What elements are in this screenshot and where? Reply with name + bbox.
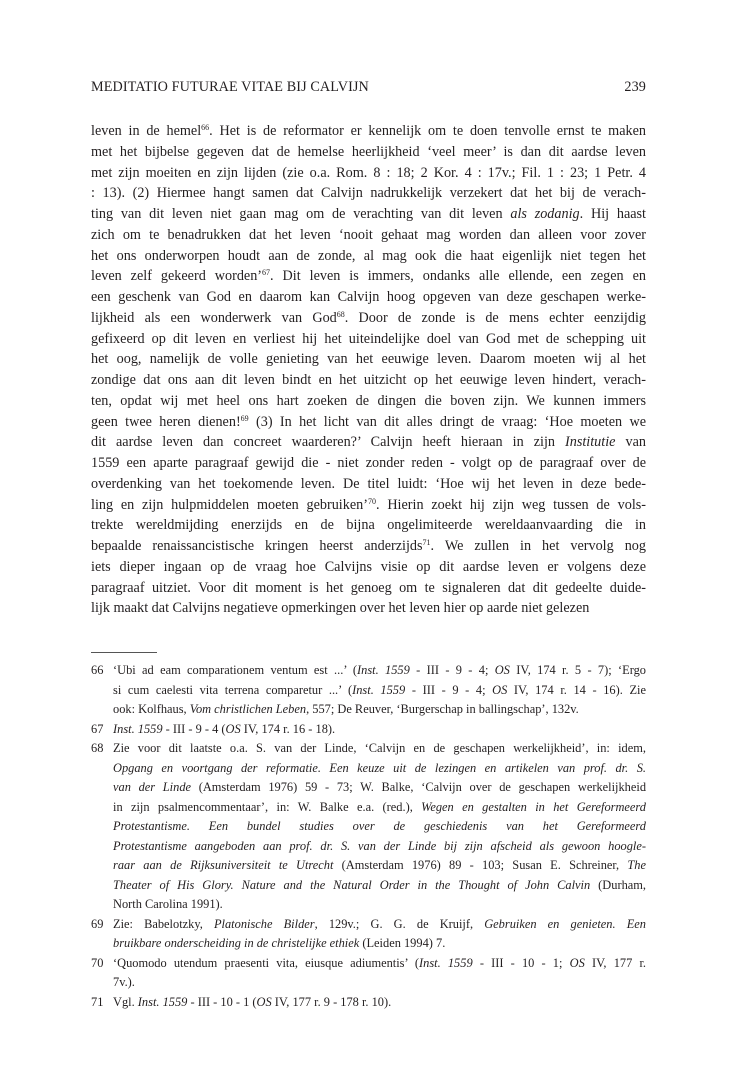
text-run: . Het is de reformator er kennelijk om te doen tenvolle ernst te maken	[209, 123, 646, 139]
running-header	[91, 79, 646, 99]
text-run: (Leiden 1994) 7.	[359, 936, 446, 950]
text-run: ling en zijn hulpmiddelen moeten gebruiken’	[91, 496, 368, 513]
text-run: lijkheid als een wonderwerk van God	[91, 309, 337, 326]
text-run: zich om te benadrukken dat het leven ‘nooit gehaat mag worden dan alleen voor zover	[91, 226, 646, 243]
body-line	[91, 412, 646, 433]
footnote-line	[113, 817, 646, 837]
body-line	[91, 349, 646, 370]
footnote-line	[113, 895, 646, 915]
italic-run: raar aan de Rijksuniversiteit te Utrecht	[113, 858, 334, 872]
body-line	[91, 246, 646, 267]
text-run: het oog, namelijk de volle genieting van het eeuwige leven. Daarom moeten wij al het	[91, 351, 646, 368]
text-run: - III - 10 - 1 (	[187, 994, 257, 1009]
body-line	[91, 329, 646, 350]
text-run: trekte wereldmijding enerzijds en de bijna ongelimiteerde wereldaanvaarding die in	[91, 517, 646, 534]
text-run: overdenking van het toekomende leven. De titel luidt: ‘Hoe wij het leven in deze bede-	[91, 475, 646, 492]
body-line	[91, 598, 646, 619]
body-line	[91, 225, 646, 246]
footnote-line	[113, 837, 646, 857]
italic-run: OS	[569, 955, 585, 970]
footnote-ref: 68	[336, 309, 345, 319]
italic-run: OS	[225, 721, 241, 736]
text-run: bepaalde renaissancistische kringen heerst anderzijds	[91, 538, 423, 554]
footnote-line	[113, 759, 646, 779]
text-run: ‘Quomodo utendum praesenti vita, eiusque adiumentis’ (	[113, 955, 420, 970]
text-run: IV, 177 r. 9 - 178 r. 10).	[271, 994, 392, 1009]
text-run: ten, opdat wij met heel ons hart zoeken de dingen die boven zijn. We kunnen immers	[91, 392, 646, 409]
italic-run: als zodanig	[510, 206, 580, 222]
body-line	[91, 391, 646, 412]
body-line	[91, 578, 646, 599]
footnote-number: 67	[91, 721, 104, 736]
text-run: . Door de zonde is de mens echter eenzijdig	[344, 309, 647, 326]
italic-run: Wegen en gestalten in het Gereformeerd	[421, 799, 646, 814]
footnote-line	[113, 720, 646, 740]
text-run: - III - 9 - 4 (	[162, 721, 226, 736]
italic-run: Inst. 1559	[352, 682, 406, 697]
italic-run: Protestantisme aangeboden aan prof. dr. S. van der Linde bij zijn afscheid als gewoon hoogle-	[113, 838, 646, 853]
text-run: zondige dat ons aan dit leven bindt en het uitzicht op het eeuwige leven hindert, verach-	[91, 372, 646, 388]
text-run: dit aardse leven dan concreet waarderen?’ Calvijn heeft hieraan in zijn	[91, 434, 566, 451]
text-run: gefixeerd op dit leven en verliest hij het uiteindelijke doel van God met de schepping uit	[91, 330, 646, 347]
text-run: met het bijbelse gegeven dat de hemelse heerlijkheid ‘veel meer’ is dan dit aardse leven	[91, 143, 646, 160]
body-line	[91, 121, 646, 142]
footnote-line	[113, 798, 646, 818]
footnote	[91, 915, 646, 954]
text-run: paragraaf uitziet. Voor dit moment is het genoeg om te signaleren dat dit gedeelte duide-	[91, 579, 646, 596]
body-line	[91, 453, 646, 474]
text-run: - III - 9 - 4;	[405, 682, 493, 697]
body-line	[91, 308, 646, 329]
footnote-number: 70	[91, 955, 104, 970]
footnotes	[91, 661, 646, 1012]
footnote-ref: 66	[201, 123, 210, 132]
footnote-line	[113, 681, 646, 701]
footnote-ref: 69	[240, 413, 249, 423]
text-run: . Hierin zoekt hij zijn weg tussen de vols-	[375, 496, 647, 513]
footnote-line	[113, 915, 646, 935]
text-run: Zie voor dit laatste o.a. S. van der Linde, ‘Calvijn en de geschapen werkelijkheid’, in: idem,	[113, 741, 646, 755]
italic-run: Inst. 1559	[419, 955, 473, 970]
text-run: (Durham,	[590, 877, 646, 892]
italic-run: Platonische Bilder	[213, 916, 315, 931]
italic-run: Inst. 1559	[357, 663, 410, 677]
italic-run: Institutie	[565, 434, 616, 451]
italic-run: OS	[494, 663, 510, 677]
body-line	[91, 495, 646, 516]
footnote	[91, 720, 646, 740]
italic-run: Opgang en voortgang der reformatie. Een keuze uit de lezingen en artikelen van prof. dr. S.	[113, 760, 646, 775]
footnote-ref: 70	[367, 496, 376, 506]
footnote-line	[113, 876, 646, 896]
footnote-ref: 71	[422, 538, 431, 547]
text-run: IV, 174 r. 14 - 16). Zie	[507, 682, 646, 697]
body-line	[91, 163, 646, 184]
text-run: leven in de hemel	[91, 123, 202, 139]
page-number: 239	[624, 79, 646, 95]
body-line	[91, 557, 646, 578]
footnote-line	[113, 661, 646, 681]
body-line	[91, 287, 646, 308]
text-run: geen twee heren dienen!	[91, 413, 241, 430]
text-run: IV, 174 r. 16 - 18).	[240, 721, 336, 736]
text-run: - III - 9 - 4;	[409, 663, 495, 677]
footnote-number: 69	[91, 916, 104, 931]
body-line	[91, 142, 646, 163]
text-run: . Dit leven is immers, ondanks alle ellende, een zegen en	[270, 268, 646, 285]
footnote-line	[113, 993, 646, 1013]
italic-run: The	[627, 858, 646, 872]
text-run: (Amsterdam 1976) 59 - 73; W. Balke, ‘Calvijn over de geschapen werkelijkheid	[191, 780, 647, 794]
text-run: iets dieper ingaan op de vraag hoe Calvijns visie op dit aardse leven er volgens deze	[91, 558, 646, 575]
text-run: (Amsterdam 1976) 89 - 103; Susan E. Schreiner,	[333, 858, 628, 872]
text-run: , 129v.; G. G. de Kruijf,	[314, 916, 485, 931]
text-run: North Carolina 1991).	[113, 897, 223, 911]
text-run: ook: Kolfhaus,	[113, 702, 190, 716]
text-run: , 557; De Reuver, ‘Burgerschap in ballingschap’, 132v.	[306, 702, 579, 716]
text-run: lijk maakt dat Calvijns negatieve opmerkingen over het leven hier op aarde niet gelezen	[91, 600, 590, 617]
text-run: in zijn psalmencommentaar’, in: W. Balke e.a. (red.),	[113, 799, 422, 814]
footnote-line	[113, 934, 646, 954]
text-run: Vgl.	[113, 994, 138, 1009]
text-run: Zie: Babelotzky,	[113, 916, 214, 931]
italic-run: OS	[492, 682, 508, 697]
footnote	[91, 739, 646, 915]
body-line	[91, 370, 646, 391]
text-run: ‘Ubi ad eam comparationem ventum est ...’ (	[113, 663, 357, 677]
text-run: IV, 177 r.	[584, 955, 646, 970]
body-line	[91, 204, 646, 225]
footnote-line	[113, 856, 646, 876]
italic-run: van der Linde	[113, 780, 192, 794]
text-run: : 13). (2) Hiermee hangt samen dat Calvijn nadrukkelijk verzekert dat het bij de verach-	[91, 185, 646, 202]
body-line	[91, 474, 646, 495]
italic-run: Inst. 1559	[113, 721, 163, 736]
text-run: een geschenk van God en daarom kan Calvijn hoog opgeven van deze geschapen werke-	[91, 289, 646, 305]
text-run: 1559 een aparte paragraaf gewijd die - niet zonder reden - volgt op de paragraaf over de	[91, 455, 646, 471]
footnote-separator	[91, 652, 157, 653]
text-run: van	[615, 434, 646, 451]
body-line	[91, 536, 646, 557]
italic-run: Theater of His Glory. Nature and the Natural Order in the Thought of John Calvin	[113, 877, 591, 892]
footnote-number: 66	[91, 663, 104, 677]
footnote-line	[113, 778, 646, 798]
italic-run: Inst. 1559	[137, 994, 188, 1009]
footnote-ref: 67	[262, 268, 271, 278]
italic-run: Protestantisme. Een bundel studies over de geschiedenis van het Gereformeerd	[113, 819, 646, 833]
text-run: ting van dit leven niet gaan mag om de verachting van dit leven	[91, 206, 511, 222]
text-run: leven zelf gekeerd worden’	[91, 268, 263, 285]
text-run: 7v.).	[113, 975, 135, 989]
body-line	[91, 515, 646, 536]
text-run: (3) In het licht van dit alles dringt de vraag: ‘Hoe moeten we	[248, 413, 646, 430]
body-line	[91, 183, 646, 204]
italic-run: OS	[256, 994, 272, 1009]
body-line	[91, 432, 646, 453]
body-line	[91, 266, 646, 287]
italic-run: Gebruiken en genieten. Een	[484, 916, 646, 931]
text-run: . We zullen in het vervolg nog	[430, 538, 646, 554]
footnote-line	[113, 739, 646, 759]
footnote	[91, 661, 646, 720]
footnote-line	[113, 973, 646, 993]
text-run: - III - 10 - 1;	[472, 955, 570, 970]
italic-run: bruikbare onderscheiding in de christelijke ethiek	[113, 936, 360, 950]
text-run: IV, 174 r. 5 - 7); ‘Ergo	[509, 663, 646, 677]
running-title: MEDITATIO FUTURAE VITAE BIJ CALVIJN	[91, 79, 369, 95]
footnote-number: 71	[91, 994, 104, 1009]
footnote-line	[113, 700, 646, 720]
footnote	[91, 993, 646, 1013]
body-text	[91, 121, 646, 619]
footnote-line	[113, 954, 646, 974]
text-run: si cum caelesti vita terrena comparetur ...’ (	[113, 682, 353, 697]
footnote	[91, 954, 646, 993]
text-run: met zijn moeiten en zijn lijden (zie o.a. Rom. 8 : 18; 2 Kor. 4 : 17v.; Fil. 1 : 23; 1 Petr. 4	[91, 164, 646, 181]
footnote-number: 68	[91, 741, 104, 755]
text-run: . Hij haast	[579, 206, 646, 222]
italic-run: Vom christlichen Leben	[189, 702, 307, 716]
text-run: het ons onderworpen houdt aan de zonde, al mag ook die haat eigenlijk niet tegen het	[91, 247, 646, 264]
